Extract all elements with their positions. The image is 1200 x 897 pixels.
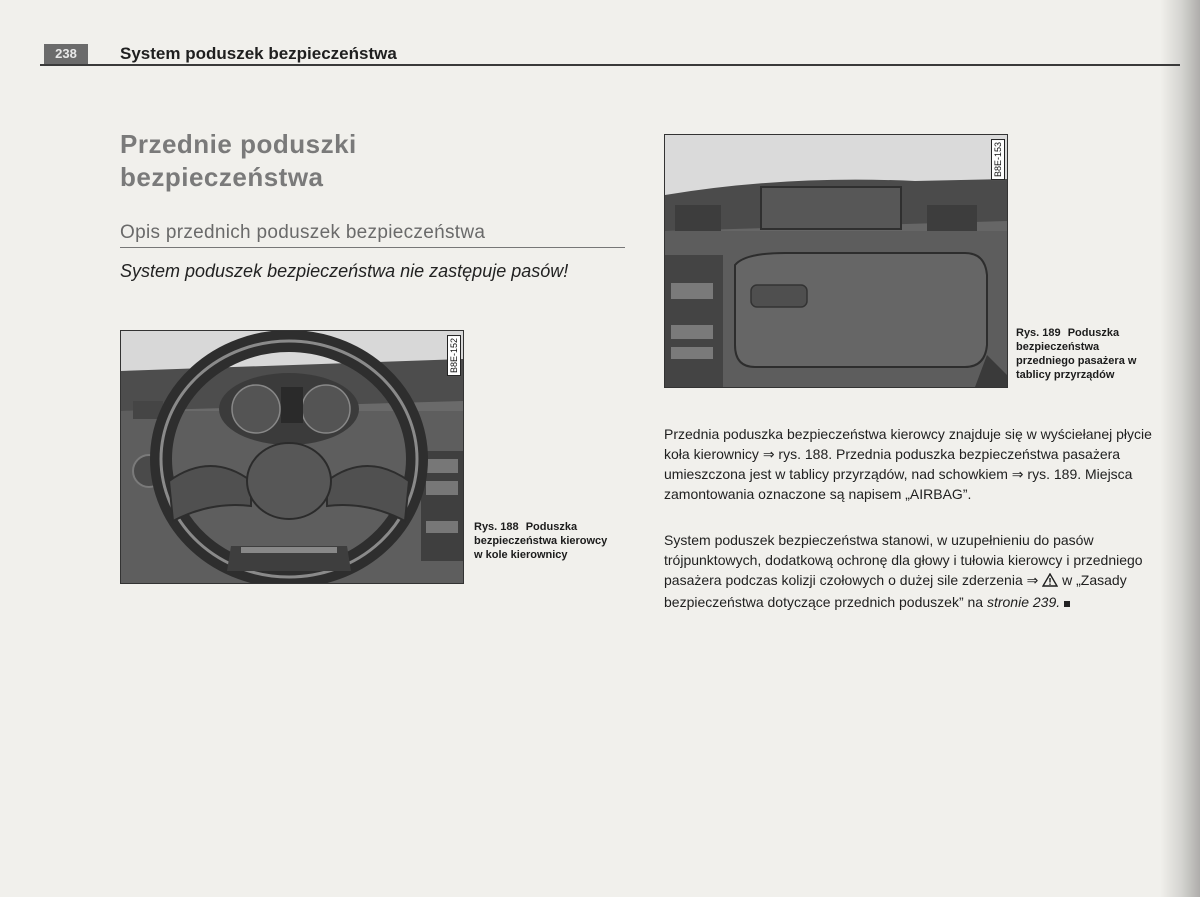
body-paragraph-2-start: System poduszek bezpieczeństwa stanowi, w uzupełnieniu do pasów trójpunktowych, dodatkową ochronę dla głowy i tułowia kierowcy i przedniego pasażera podczas kolizji czołowych o dużej sile zderzenia ⇒ <box>664 532 1143 588</box>
steering-wheel-illustration <box>121 331 463 583</box>
running-title: System poduszek bezpieczeństwa <box>120 44 397 63</box>
figure-189-caption <box>1016 326 1146 382</box>
figure-188-code: B8E-152 <box>447 335 461 376</box>
passenger-dashboard-illustration <box>665 135 1007 387</box>
section-title: Przednie poduszki bezpieczeństwa <box>120 129 357 192</box>
figure-189-caption-label: Rys. 189 <box>1016 327 1061 339</box>
body-paragraph-2 <box>664 530 1164 612</box>
page-reference-link[interactable]: stronie 239. <box>986 594 1061 610</box>
subsection-rule <box>120 247 625 248</box>
end-of-section-icon <box>1064 601 1070 607</box>
body-paragraph-2-mid: w „Zasady bezpieczeństwa dotyczące przednich poduszek” na <box>664 572 1127 610</box>
figure-189-code: B8E-153 <box>991 139 1005 180</box>
figure-189-image <box>664 134 1008 388</box>
figure-189-caption-text: Poduszka bezpieczeństwa przedniego pasażera w tablicy przyrządów <box>1016 327 1137 381</box>
figure-188-caption <box>474 520 614 562</box>
body-paragraph-1: Przednia poduszka bezpieczeństwa kierowcy znajduje się w wyściełanej płycie koła kierownicy ⇒ rys. 188. Przednia poduszka bezpieczeństwa pasażera umieszczona jest w tablicy przyrządów, nad schowkiem ⇒ rys. 189. Miejsca zamontowania oznaczone są napisem „AIRBAG”. <box>664 426 1152 502</box>
figure-188-image <box>120 330 464 584</box>
intro-note: System poduszek bezpieczeństwa nie zastępuje pasów! <box>120 261 569 281</box>
figure-188-caption-text: Poduszka bezpieczeństwa kierowcy w kole kierownicy <box>474 521 608 561</box>
page-number: 238 <box>44 44 88 64</box>
warning-triangle-icon <box>1042 572 1058 592</box>
page-edge-shadow <box>1160 0 1200 897</box>
figure-188-caption-label: Rys. 188 <box>474 521 519 533</box>
subsection-title: Opis przednich poduszek bezpieczeństwa <box>120 222 486 243</box>
header-rule <box>40 64 1180 66</box>
